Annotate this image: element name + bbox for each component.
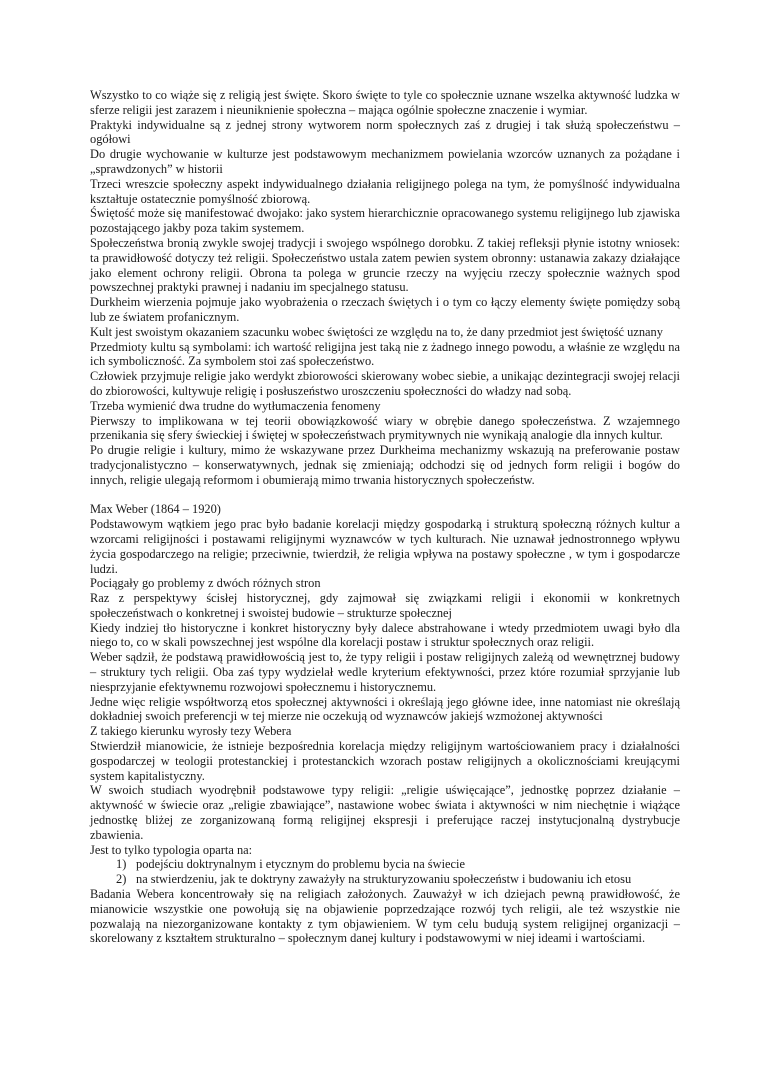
paragraph: Raz z perspektywy ścisłej historycznej, gdy zajmował się związkami religii i ekonomii w konkretnych społeczeństwach o konkretnej i swoistej budowie – strukturze społecznej [90, 591, 680, 620]
blank-line [90, 488, 680, 503]
paragraph: Jest to tylko typologia oparta na: [90, 842, 253, 857]
list-number: 1) [116, 857, 127, 872]
paragraph: Z takiego kierunku wyrosły tezy Webera [90, 724, 292, 739]
paragraph: Badania Webera koncentrowały się na religiach założonych. Zauważył w ich dziejach pewną prawidłowość, że mianowicie wszystkie one powołują się na objawienie poprzedzające rozwój tych religii, ale też wszystkie nie pozwalają na niezorganizowane kontakty z tym objawieniem. W tym celu budują system religijnej organizacji – skorelowany z kształtem strukturalno – społecznym danej kultury i podstawowymi w niej ideami i wartościami. [90, 887, 680, 946]
list-number: 2) [116, 872, 127, 887]
paragraph: Społeczeństwa bronią zwykle swojej tradycji i swojego wspólnego dorobku. Z takiej refleksji płynie istotny wniosek: ta prawidłowość dotyczy też religii. Społeczeństwo ustala zatem pewien system obronny: ustanawia zakazy działające jako element ochrony religii. Obrona ta polega w gruncie rzeczy na wyjęciu rzeczy społecznie ważnych spod powszechnej praktyki prawnej i nadaniu im specjalnego statusu. [90, 235, 680, 295]
paragraph: Pierwszy to implikowana w tej teorii obowiązkowość wiary w obrębie danego społeczeństwa. Z wzajemnego przenikania się sfery świeckiej i świętej w społeczeństwach prymitywnych nie wynikają analogie dla innych kultur. [90, 413, 680, 443]
paragraph: Podstawowym wątkiem jego prac było badanie korelacji między gospodarką i strukturą społeczną różnych kultur a wzorcami religijności i postawami religijnymi wyznawców w tych kulturach. Nie uznawał jednostronnego wpływu życia gospodarczego na religie; przeciwnie, twierdził, że religia wpływa na postawy społeczne , w tym i gospodarcze ludzi. [90, 517, 680, 576]
paragraph: Pociągały go problemy z dwóch różnych stron [90, 576, 321, 591]
paragraph: Do drugie wychowanie w kulturze jest podstawowym mechanizmem powielania wzorców uznanych za pożądane i „sprawdzonych” w historii [90, 147, 680, 176]
paragraph: Trzeci wreszcie społeczny aspekt indywidualnego działania religijnego polega na tym, że pomyślność indywidualna kształtuje ostatecznie pomyślność zbiorową. [90, 176, 680, 206]
paragraph: Praktyki indywidualne są z jednej strony wytworem norm społecznych zaś z drugiej i tak służą społeczeństwu – ogółowi [90, 117, 680, 147]
paragraph: Durkheim wierzenia pojmuje jako wyobrażenia o rzeczach świętych i o tym co łączy elementy święte pomiędzy sobą lub ze światem profanicznym. [90, 295, 680, 324]
paragraph: Wszystko to co wiąże się z religią jest święte. Skoro święte to tyle co społecznie uznane wszelka aktywność ludzka w sferze religii jest zarazem i nieuniknienie społeczna – mająca ogólnie społeczne znaczenie i wymiar. [90, 88, 680, 117]
paragraph: W swoich studiach wyodrębnił podstawowe typy religii: „religie uświęcające”, jednostkę poprzez działanie – aktywność w świecie oraz „religie zbawiające”, nastawione wobec świata i aktywności w nim niechętnie i wiążące jednostkę bliżej ze zorganizowaną formą religijnej ekspresji i preferujące raczej instytucjonalną dystrybucje zbawienia. [90, 783, 680, 842]
section-heading: Max Weber (1864 – 1920) [90, 502, 221, 517]
paragraph: Przedmioty kultu są symbolami: ich wartość religijna jest taką nie z żadnego innego powodu, a właśnie ze względu na ich symboliczność. Za symbolem stoi zaś społeczeństwo. [90, 339, 680, 369]
paragraph: Kult jest swoistym okazaniem szacunku wobec świętości ze względu na to, że dany przedmiot jest świętość uznany [90, 324, 663, 339]
list-item-text: na stwierdzeniu, jak te doktryny zaważyły na strukturyzowaniu społeczeństw i budowaniu ich etosu [136, 872, 632, 887]
paragraph: Stwierdził mianowicie, że istnieje bezpośrednia korelacja między religijnym wartościowaniem pracy i działalności gospodarczej w teologii protestanckiej i protestanckich wzorach postaw religijnych a okolicznościami kreującymi system kapitalistyczny. [90, 739, 680, 783]
paragraph: Kiedy indziej tło historyczne i konkret historyczny były dalece abstrahowane i wtedy przedmiotem uwagi było dla niego to, co w skali powszechnej jest wspólne dla korelacji postaw i struktur społecznych oraz religii. [90, 620, 680, 650]
paragraph: Świętość może się manifestować dwojako: jako system hierarchicznie opracowanego systemu religijnego lub zjawiska pozostającego jakby poza takim systemem. [90, 206, 680, 236]
list-item [116, 857, 680, 872]
list-item [116, 872, 680, 887]
list-item-text: podejściu doktrynalnym i etycznym do problemu bycia na świecie [136, 857, 465, 872]
paragraph: Weber sądził, że podstawą prawidłowością jest to, że typy religii i postaw religijnych zależą od wewnętrznej budowy – struktury tych religii. Oba zaś typy wydzielał wedle kryterium efektywności, przez które rozumiał sprzyjanie lub niesprzyjanie efektywnemu rozwojowi społecznemu i historycznemu. [90, 650, 680, 694]
paragraph: Człowiek przyjmuje religie jako werdykt zbiorowości skierowany wobec siebie, a unikając dezintegracji swojej relacji do zbiorowości, kultywuje religię i posłuszeństwo uroszczeniu społeczności do władzy nad sobą. [90, 369, 680, 398]
paragraph: Po drugie religie i kultury, mimo że wskazywane przez Durkheima mechanizmy wskazują na preferowanie postaw tradycjonalistyczno – konserwatywnych, jednak się zmieniają; odchodzi się od jednych form religii i bogów do innych, religie ulegają reformom i obumierają mimo trwania historycznych społeczeństw. [90, 443, 680, 487]
numbered-list [90, 857, 680, 887]
paragraph: Trzeba wymienić dwa trudne do wytłumaczenia fenomeny [90, 398, 381, 413]
document-page [90, 88, 680, 946]
paragraph: Jedne więc religie współtworzą etos społecznej aktywności i określają jego główne idee, inne natomiast nie określają dokładniej swoich preferencji w tej mierze nie oczekują od wyznawców jakiejś wzmożonej aktywności [90, 694, 680, 724]
